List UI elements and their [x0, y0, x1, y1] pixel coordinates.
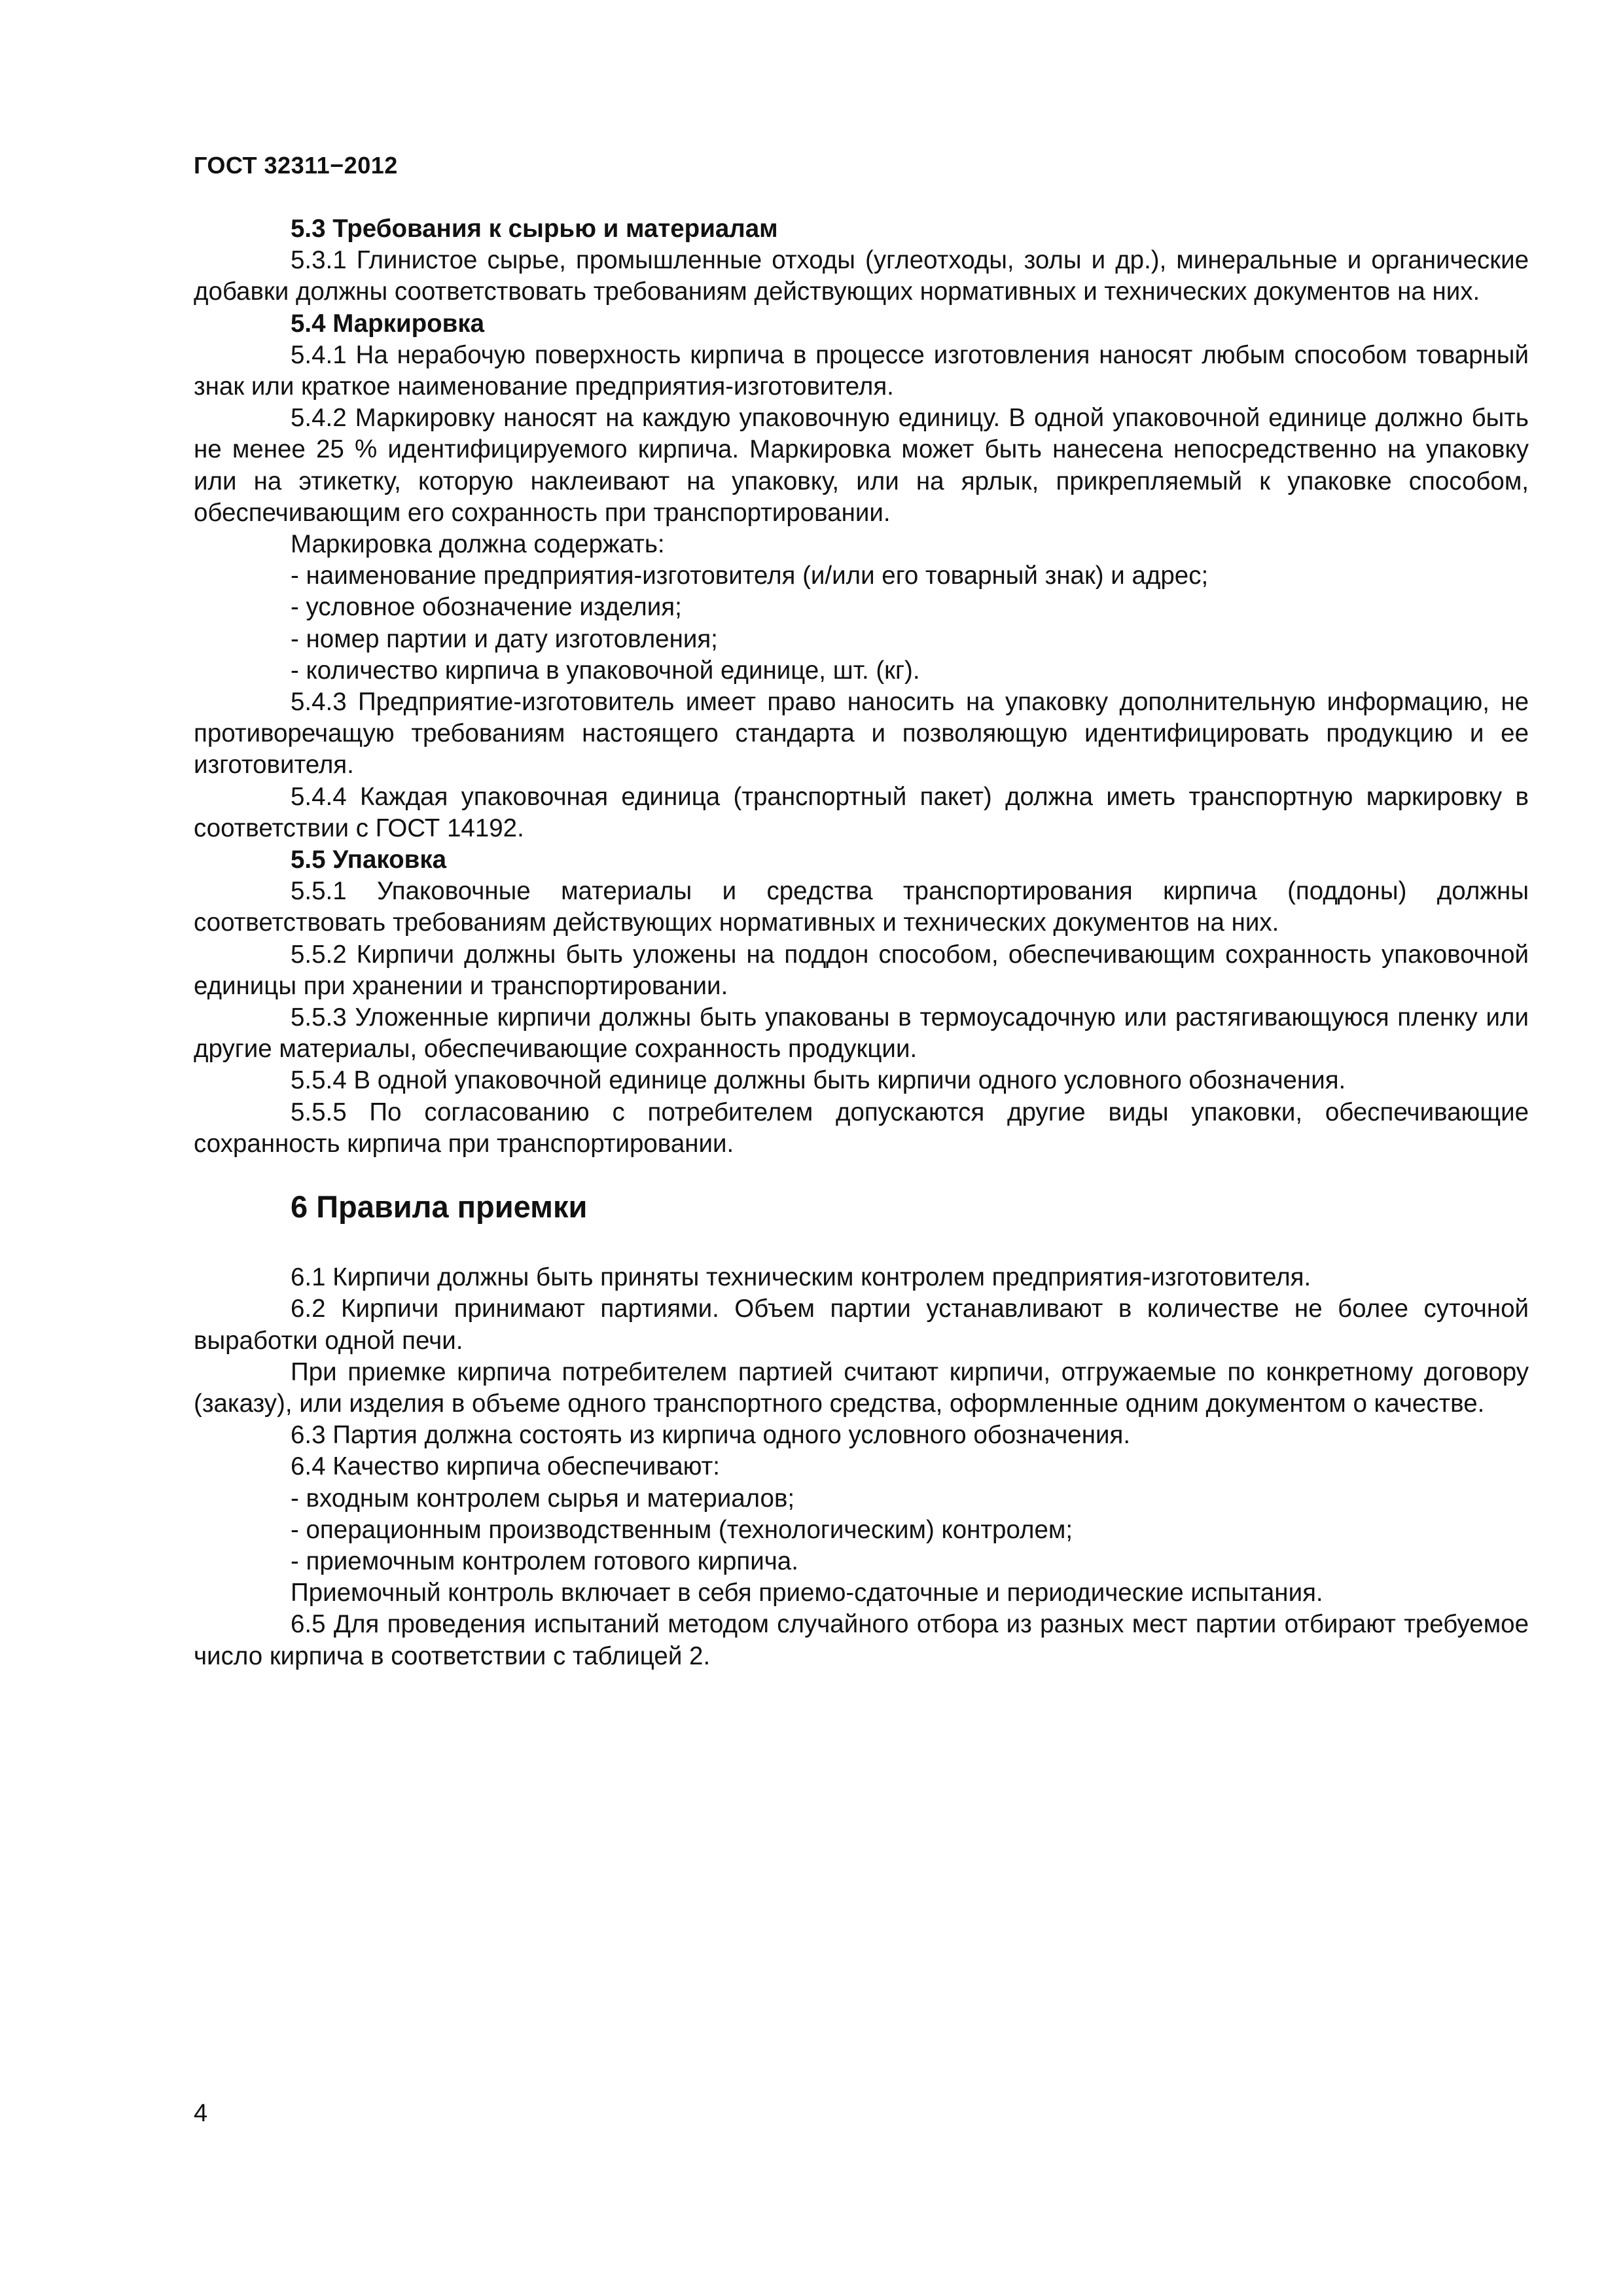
paragraph-5-5-4: 5.5.4 В одной упаковочной единице должны быть кирпичи одного условного обозначения. — [291, 1066, 1346, 1095]
page-number: 4 — [194, 2100, 208, 2127]
marking-list-item: - номер партии и дату изготовления; — [291, 624, 718, 653]
acceptance-control-note: Приемочный контроль включает в себя приемо-сдаточные и периодические испытания. — [291, 1579, 1323, 1607]
document-code-header: ГОСТ 32311−2012 — [194, 152, 398, 179]
quality-list-item: - входным контролем сырья и материалов; — [291, 1484, 795, 1513]
paragraph-5-5-2: 5.5.2 Кирпичи должны быть уложены на поддон способом, обеспечивающим сохранность упаковочной единицы при хранении и транспортировании. — [194, 940, 1529, 1000]
section-5-4-heading: 5.4 Маркировка — [291, 309, 485, 338]
paragraph-5-4-1: 5.4.1 На нерабочую поверхность кирпича в процессе изготовления наносят любым способом товарный знак или краткое наименование предприятия-изготовителя. — [194, 340, 1529, 401]
paragraph-5-5-3: 5.5.3 Уложенные кирпичи должны быть упакованы в термоусадочную или растягивающуюся пленку или другие материалы, обеспечивающие сохранность продукции. — [194, 1003, 1529, 1064]
section-5-3-heading: 5.3 Требования к сырью и материалам — [291, 215, 778, 243]
paragraph-5-5-5: 5.5.5 По согласованию с потребителем допускаются другие виды упаковки, обеспечивающие сохранность кирпича при транспортировании. — [194, 1098, 1529, 1158]
paragraph-6-2-note: При приемке кирпича потребителем партией считают кирпичи, отгружаемые по конкретному договору (заказу), или изделия в объеме одного транспортного средства, оформленные одним документом о качестве. — [194, 1357, 1529, 1418]
paragraph-5-4-2: 5.4.2 Маркировку наносят на каждую упаковочную единицу. В одной упаковочной единице должно быть не менее 25 % идентифицируемого кирпича. Маркировка может быть нанесена непосредственно на упаковку или на этикетку, которую наклеивают на упаковку, или на ярлык, прикрепляемый к упаковке способом, обеспечивающим его сохранность при транспортировании. — [194, 404, 1529, 527]
paragraph-6-1: 6.1 Кирпичи должны быть приняты техническим контролем предприятия-изготовителя. — [291, 1263, 1311, 1292]
marking-list-item: - условное обозначение изделия; — [291, 593, 682, 622]
section-6-heading: 6 Правила приемки — [291, 1189, 588, 1225]
paragraph-6-5: 6.5 Для проведения испытаний методом случайного отбора из разных мест партии отбирают требуемое число кирпича в соответствии с таблицей 2. — [194, 1610, 1529, 1670]
paragraph-5-4-3: 5.4.3 Предприятие-изготовитель имеет право наносить на упаковку дополнительную информацию, не противоречащую требованиям настоящего стандарта и позволяющую идентифицировать продукцию и ее изготовителя. — [194, 688, 1529, 780]
marking-list-item: - наименование предприятия-изготовителя (и/или его товарный знак) и адрес; — [291, 562, 1209, 590]
document-body — [194, 213, 1529, 1672]
quality-list-item: - приемочным контролем готового кирпича. — [291, 1547, 798, 1575]
marking-list-item: - количество кирпича в упаковочной единице, шт. (кг). — [291, 656, 920, 685]
paragraph-5-4-4: 5.4.4 Каждая упаковочная единица (транспортный пакет) должна иметь транспортную маркировку в соответствии с ГОСТ 14192. — [194, 782, 1529, 842]
marking-intro: Маркировка должна содержать: — [291, 530, 665, 559]
section-5-5-heading: 5.5 Упаковка — [291, 846, 446, 874]
paragraph-6-2: 6.2 Кирпичи принимают партиями. Объем партии устанавливают в количестве не более суточной выработки одной печи. — [194, 1295, 1529, 1355]
quality-list-item: - операционным производственным (технологическим) контролем; — [291, 1515, 1073, 1544]
paragraph-6-3: 6.3 Партия должна состоять из кирпича одного условного обозначения. — [291, 1421, 1131, 1450]
paragraph-5-5-1: 5.5.1 Упаковочные материалы и средства транспортирования кирпича (поддоны) должны соответствовать требованиям действующих нормативных и технических документов на них. — [194, 877, 1529, 937]
paragraph-5-3-1: 5.3.1 Глинистое сырье, промышленные отходы (углеотходы, золы и др.), минеральные и органические добавки должны соответствовать требованиям действующих нормативных и технических документов на них. — [194, 246, 1529, 306]
paragraph-6-4: 6.4 Качество кирпича обеспечивают: — [291, 1452, 721, 1481]
